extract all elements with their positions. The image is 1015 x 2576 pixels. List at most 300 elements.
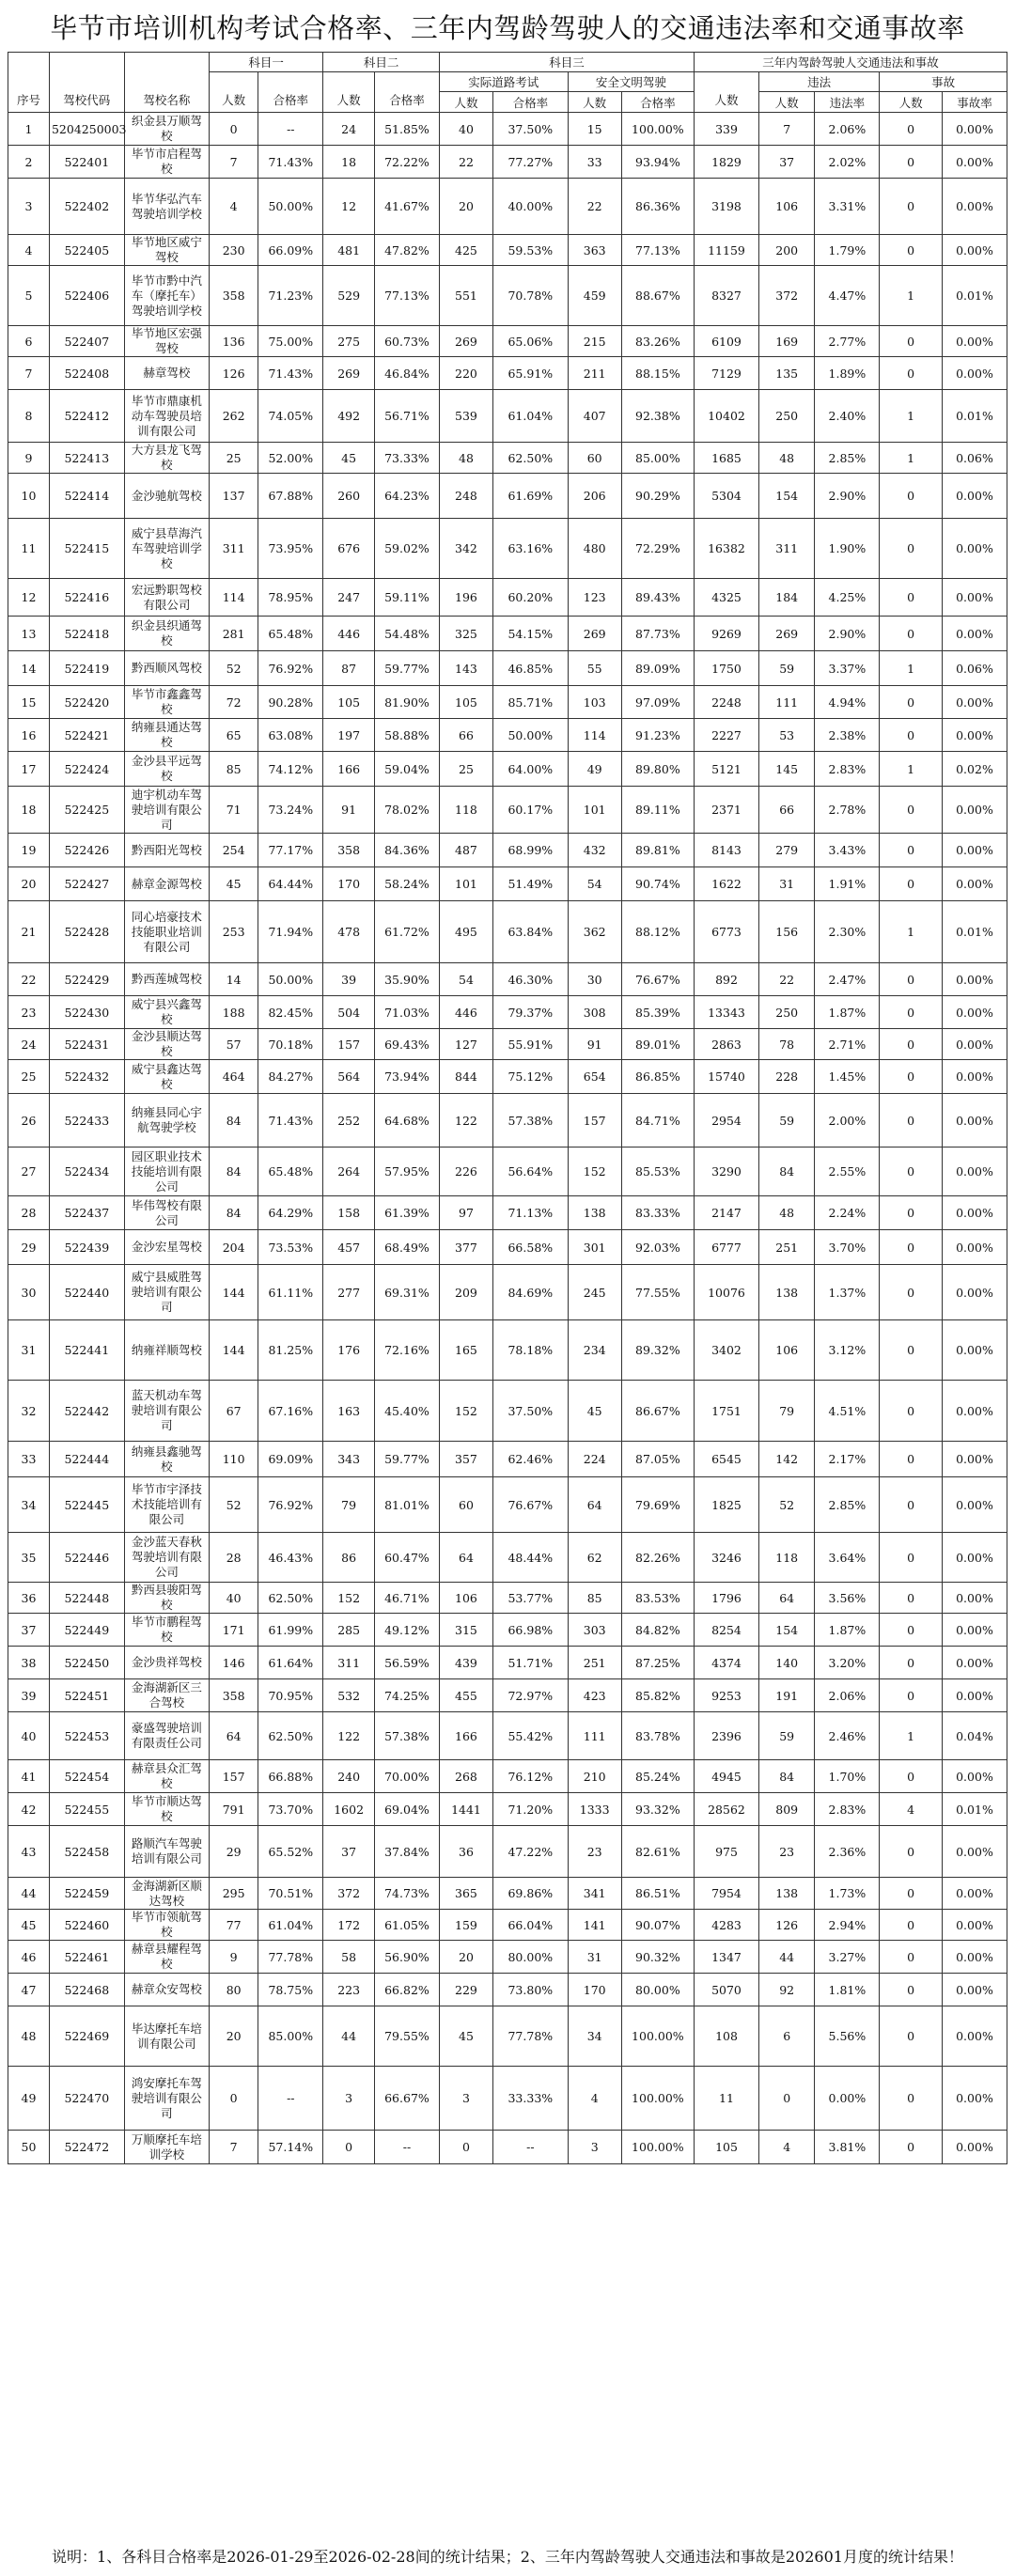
cell-accident-people: 0 (880, 579, 943, 617)
cell-s2-rate: 47.82% (374, 235, 439, 266)
cell-accident-rate: 0.00% (942, 1060, 1007, 1094)
cell-s3-safe-rate: 90.74% (621, 867, 694, 901)
cell-s2-people: 0 (323, 2131, 375, 2164)
cell-accident-rate: 0.00% (942, 1196, 1007, 1230)
table-row (8, 179, 1007, 235)
header-s2-people: 人数 (323, 72, 375, 113)
table-row (8, 1477, 1007, 1533)
cell-drivers: 8254 (695, 1614, 759, 1647)
cell-s3-road-rate: 47.22% (493, 1826, 569, 1878)
cell-school-name: 纳雍县鑫驰驾校 (124, 1442, 209, 1477)
cell-s1-rate: 73.53% (258, 1230, 323, 1265)
table-row (8, 752, 1007, 787)
cell-accident-people: 0 (880, 146, 943, 179)
cell-accident-people: 0 (880, 519, 943, 579)
cell-s2-people: 275 (323, 326, 375, 357)
table-row (8, 1442, 1007, 1477)
cell-s2-rate: 35.90% (374, 963, 439, 996)
document-title: 毕节市培训机构考试合格率、三年内驾龄驾驶人的交通违法率和交通事故率 (50, 12, 965, 44)
cell-accident-rate: 0.00% (942, 787, 1007, 834)
cell-violation-people: 4 (758, 2131, 814, 2164)
cell-s3-road-rate: 64.00% (493, 752, 569, 787)
table-row (8, 686, 1007, 719)
cell-s2-rate: 51.85% (374, 113, 439, 146)
cell-accident-people: 0 (880, 474, 943, 519)
cell-s1-people: 358 (210, 1679, 258, 1712)
cell-s1-people: 64 (210, 1712, 258, 1760)
cell-seq: 42 (8, 1793, 50, 1826)
cell-s2-rate: 59.77% (374, 651, 439, 686)
cell-violation-rate: 2.06% (815, 1679, 880, 1712)
cell-code: 522419 (49, 651, 124, 686)
cell-seq: 37 (8, 1614, 50, 1647)
table-row (8, 579, 1007, 617)
cell-s3-safe-rate: 77.55% (621, 1265, 694, 1320)
cell-violation-rate: 2.24% (815, 1196, 880, 1230)
cell-violation-people: 809 (758, 1793, 814, 1826)
cell-s3-safe-rate: 88.15% (621, 357, 694, 390)
cell-violation-people: 250 (758, 390, 814, 443)
cell-accident-rate: 0.00% (942, 179, 1007, 235)
cell-violation-people: 228 (758, 1060, 814, 1094)
cell-s2-rate: 72.22% (374, 146, 439, 179)
cell-seq: 9 (8, 443, 50, 474)
cell-s3-road-people: 248 (439, 474, 492, 519)
cell-s2-rate: 81.01% (374, 1477, 439, 1533)
cell-s2-people: 163 (323, 1381, 375, 1442)
cell-seq: 47 (8, 1974, 50, 2006)
cell-accident-people: 0 (880, 1910, 943, 1941)
cell-s2-rate: 54.48% (374, 617, 439, 651)
cell-s3-safe-rate: 85.82% (621, 1679, 694, 1712)
table-row (8, 113, 1007, 146)
cell-school-name: 园区职业技术技能培训有限公司 (124, 1147, 209, 1196)
cell-drivers: 8327 (695, 266, 759, 326)
cell-seq: 46 (8, 1941, 50, 1974)
cell-s3-road-rate: -- (493, 2131, 569, 2164)
cell-accident-rate: 0.00% (942, 519, 1007, 579)
cell-violation-rate: 2.47% (815, 963, 880, 996)
cell-s1-people: 84 (210, 1094, 258, 1147)
cell-s3-road-people: 0 (439, 2131, 492, 2164)
cell-s1-people: 85 (210, 752, 258, 787)
cell-s3-safe-people: 55 (568, 651, 621, 686)
cell-s3-safe-rate: 88.12% (621, 901, 694, 963)
cell-accident-rate: 0.01% (942, 1793, 1007, 1826)
cell-drivers: 1796 (695, 1583, 759, 1614)
cell-code: 522432 (49, 1060, 124, 1094)
cell-s3-road-people: 54 (439, 963, 492, 996)
cell-s3-safe-people: 64 (568, 1477, 621, 1533)
cell-s2-people: 87 (323, 651, 375, 686)
cell-s3-safe-people: 60 (568, 443, 621, 474)
cell-s1-rate: 63.08% (258, 719, 323, 752)
cell-violation-people: 64 (758, 1583, 814, 1614)
cell-code: 5204250003 (49, 113, 124, 146)
cell-drivers: 6773 (695, 901, 759, 963)
cell-drivers: 1750 (695, 651, 759, 686)
cell-s3-road-people: 495 (439, 901, 492, 963)
table-row (8, 719, 1007, 752)
table-row (8, 1793, 1007, 1826)
cell-violation-people: 200 (758, 235, 814, 266)
cell-s3-road-people: 425 (439, 235, 492, 266)
table-row (8, 1196, 1007, 1230)
cell-seq: 3 (8, 179, 50, 235)
cell-seq: 13 (8, 617, 50, 651)
table-row (8, 1265, 1007, 1320)
cell-s1-people: 171 (210, 1614, 258, 1647)
cell-s1-rate: 70.51% (258, 1878, 323, 1910)
cell-violation-people: 156 (758, 901, 814, 963)
cell-accident-people: 1 (880, 752, 943, 787)
cell-school-name: 宏远黔职驾校有限公司 (124, 579, 209, 617)
cell-s1-rate: 71.23% (258, 266, 323, 326)
cell-s1-people: 80 (210, 1974, 258, 2006)
header-three-year: 三年内驾龄驾驶人交通违法和事故 (695, 53, 1007, 72)
cell-s2-people: 170 (323, 867, 375, 901)
cell-s2-rate: 71.03% (374, 996, 439, 1029)
cell-s3-road-rate: 84.69% (493, 1265, 569, 1320)
cell-s1-rate: 65.48% (258, 1147, 323, 1196)
cell-s3-safe-people: 210 (568, 1760, 621, 1793)
cell-drivers: 7954 (695, 1878, 759, 1910)
header-seq: 序号 (8, 53, 50, 113)
cell-s1-rate: 67.88% (258, 474, 323, 519)
cell-drivers: 339 (695, 113, 759, 146)
cell-accident-rate: 0.01% (942, 390, 1007, 443)
cell-violation-people: 106 (758, 179, 814, 235)
cell-school-name: 毕节市鑫鑫驾校 (124, 686, 209, 719)
header-violation-rate: 违法率 (815, 92, 880, 113)
table-row (8, 390, 1007, 443)
cell-s1-rate: 70.95% (258, 1679, 323, 1712)
cell-s3-road-rate: 73.80% (493, 1974, 569, 2006)
cell-s2-people: 532 (323, 1679, 375, 1712)
cell-s2-rate: 61.05% (374, 1910, 439, 1941)
cell-code: 522437 (49, 1196, 124, 1230)
cell-s1-rate: 71.43% (258, 357, 323, 390)
cell-accident-people: 1 (880, 266, 943, 326)
cell-s1-rate: 61.64% (258, 1647, 323, 1679)
cell-s3-safe-people: 30 (568, 963, 621, 996)
cell-violation-rate: 2.94% (815, 1910, 880, 1941)
cell-s1-people: 4 (210, 179, 258, 235)
cell-accident-people: 0 (880, 1147, 943, 1196)
cell-s3-safe-rate: 89.11% (621, 787, 694, 834)
cell-school-name: 赫章县众汇驾校 (124, 1760, 209, 1793)
cell-drivers: 5121 (695, 752, 759, 787)
cell-accident-people: 0 (880, 617, 943, 651)
cell-violation-rate: 2.83% (815, 1793, 880, 1826)
cell-s1-rate: 90.28% (258, 686, 323, 719)
cell-school-name: 金海湖新区顺达驾校 (124, 1878, 209, 1910)
cell-s3-road-people: 45 (439, 2006, 492, 2067)
cell-violation-rate: 2.90% (815, 474, 880, 519)
cell-drivers: 1685 (695, 443, 759, 474)
cell-accident-rate: 0.00% (942, 2131, 1007, 2164)
cell-violation-rate: 1.45% (815, 1060, 880, 1094)
cell-violation-rate: 4.25% (815, 579, 880, 617)
cell-s2-people: 24 (323, 113, 375, 146)
cell-s1-rate: 66.09% (258, 235, 323, 266)
cell-s2-people: 358 (323, 834, 375, 867)
cell-code: 522425 (49, 787, 124, 834)
cell-s2-people: 39 (323, 963, 375, 996)
cell-s3-road-people: 196 (439, 579, 492, 617)
cell-s1-people: 358 (210, 266, 258, 326)
cell-accident-rate: 0.00% (942, 1029, 1007, 1060)
cell-s3-road-rate: 76.67% (493, 1477, 569, 1533)
cell-s3-road-people: 377 (439, 1230, 492, 1265)
cell-s2-rate: 81.90% (374, 686, 439, 719)
cell-s2-rate: 46.84% (374, 357, 439, 390)
cell-drivers: 2371 (695, 787, 759, 834)
cell-accident-people: 0 (880, 1941, 943, 1974)
cell-code: 522448 (49, 1583, 124, 1614)
table-row (8, 1029, 1007, 1060)
cell-s3-road-people: 60 (439, 1477, 492, 1533)
cell-school-name: 毕节市鹏程驾校 (124, 1614, 209, 1647)
cell-s3-road-rate: 66.98% (493, 1614, 569, 1647)
cell-accident-people: 0 (880, 1679, 943, 1712)
cell-violation-people: 279 (758, 834, 814, 867)
cell-school-name: 毕节市领航驾校 (124, 1910, 209, 1941)
header-drivers: 人数 (695, 72, 759, 113)
cell-seq: 31 (8, 1320, 50, 1381)
cell-school-name: 金沙贵祥驾校 (124, 1647, 209, 1679)
cell-s1-people: 67 (210, 1381, 258, 1442)
cell-s3-road-people: 539 (439, 390, 492, 443)
cell-code: 522442 (49, 1381, 124, 1442)
cell-violation-rate: 2.38% (815, 719, 880, 752)
cell-s1-people: 72 (210, 686, 258, 719)
cell-accident-rate: 0.00% (942, 1878, 1007, 1910)
cell-accident-rate: 0.00% (942, 996, 1007, 1029)
cell-s2-rate: 59.77% (374, 1442, 439, 1477)
cell-accident-rate: 0.00% (942, 719, 1007, 752)
cell-accident-rate: 0.00% (942, 834, 1007, 867)
cell-seq: 40 (8, 1712, 50, 1760)
cell-school-name: 毕节华弘汽车驾驶培训学校 (124, 179, 209, 235)
header-s3-road: 实际道路考试 (439, 72, 568, 92)
cell-s2-rate: 69.31% (374, 1265, 439, 1320)
cell-s1-rate: 71.43% (258, 1094, 323, 1147)
table-row (8, 1533, 1007, 1583)
cell-s3-road-people: 66 (439, 719, 492, 752)
cell-s2-people: 166 (323, 752, 375, 787)
cell-s1-rate: 50.00% (258, 963, 323, 996)
cell-violation-people: 48 (758, 1196, 814, 1230)
cell-violation-rate: 2.46% (815, 1712, 880, 1760)
cell-accident-rate: 0.00% (942, 1974, 1007, 2006)
cell-code: 522440 (49, 1265, 124, 1320)
cell-s1-rate: 78.75% (258, 1974, 323, 2006)
cell-drivers: 2954 (695, 1094, 759, 1147)
cell-seq: 14 (8, 651, 50, 686)
cell-s3-road-rate: 57.38% (493, 1094, 569, 1147)
cell-s3-safe-people: 234 (568, 1320, 621, 1381)
cell-s3-road-rate: 51.49% (493, 867, 569, 901)
cell-s3-road-people: 165 (439, 1320, 492, 1381)
cell-s1-people: 295 (210, 1878, 258, 1910)
cell-s2-rate: 60.73% (374, 326, 439, 357)
table-row (8, 617, 1007, 651)
cell-drivers: 1622 (695, 867, 759, 901)
table-row (8, 963, 1007, 996)
cell-s3-safe-rate: 90.32% (621, 1941, 694, 1974)
cell-violation-people: 138 (758, 1265, 814, 1320)
cell-s1-rate: 67.16% (258, 1381, 323, 1442)
cell-accident-rate: 0.00% (942, 474, 1007, 519)
cell-violation-people: 59 (758, 651, 814, 686)
table-row (8, 1941, 1007, 1974)
cell-s1-rate: 78.95% (258, 579, 323, 617)
cell-s1-people: 157 (210, 1760, 258, 1793)
cell-seq: 20 (8, 867, 50, 901)
cell-s3-safe-people: 85 (568, 1583, 621, 1614)
cell-drivers: 3246 (695, 1533, 759, 1583)
table-row (8, 357, 1007, 390)
cell-s1-rate: 62.50% (258, 1712, 323, 1760)
cell-s2-rate: 69.43% (374, 1029, 439, 1060)
cell-s1-rate: 66.88% (258, 1760, 323, 1793)
cell-violation-rate: 4.47% (815, 266, 880, 326)
cell-s3-safe-people: 111 (568, 1712, 621, 1760)
cell-s3-road-people: 105 (439, 686, 492, 719)
cell-s3-safe-rate: 83.33% (621, 1196, 694, 1230)
cell-school-name: 黔西县骏阳驾校 (124, 1583, 209, 1614)
header-s3a-rate: 合格率 (493, 92, 569, 113)
cell-s1-people: 136 (210, 326, 258, 357)
cell-drivers: 105 (695, 2131, 759, 2164)
table-row (8, 1974, 1007, 2006)
cell-s3-safe-rate: 92.03% (621, 1230, 694, 1265)
cell-s2-rate: 64.23% (374, 474, 439, 519)
cell-s2-people: 176 (323, 1320, 375, 1381)
cell-s2-rate: 79.55% (374, 2006, 439, 2067)
cell-s2-rate: 68.49% (374, 1230, 439, 1265)
cell-s3-road-rate: 77.27% (493, 146, 569, 179)
cell-violation-rate: 1.79% (815, 235, 880, 266)
cell-s3-road-people: 315 (439, 1614, 492, 1647)
cell-school-name: 鸿安摩托车驾驶培训有限公司 (124, 2067, 209, 2131)
cell-s2-rate: 41.67% (374, 179, 439, 235)
table-row (8, 2131, 1007, 2164)
cell-school-name: 路顺汽车驾驶培训有限公司 (124, 1826, 209, 1878)
cell-s1-rate: 77.78% (258, 1941, 323, 1974)
cell-s3-road-people: 209 (439, 1265, 492, 1320)
cell-school-name: 赫章众安驾校 (124, 1974, 209, 2006)
cell-s1-people: 84 (210, 1147, 258, 1196)
cell-s3-safe-people: 363 (568, 235, 621, 266)
cell-violation-people: 135 (758, 357, 814, 390)
cell-accident-people: 0 (880, 996, 943, 1029)
cell-violation-people: 79 (758, 1381, 814, 1442)
cell-accident-people: 0 (880, 2131, 943, 2164)
cell-accident-people: 0 (880, 179, 943, 235)
cell-code: 522414 (49, 474, 124, 519)
cell-s3-road-people: 143 (439, 651, 492, 686)
cell-s3-safe-rate: 100.00% (621, 2006, 694, 2067)
header-violation-people: 人数 (758, 92, 814, 113)
cell-s3-safe-rate: 86.85% (621, 1060, 694, 1094)
cell-seq: 19 (8, 834, 50, 867)
cell-accident-rate: 0.04% (942, 1712, 1007, 1760)
cell-s3-safe-rate: 89.81% (621, 834, 694, 867)
cell-s3-safe-rate: 93.32% (621, 1793, 694, 1826)
cell-s2-rate: 70.00% (374, 1760, 439, 1793)
cell-s2-rate: 69.04% (374, 1793, 439, 1826)
cell-s2-rate: 46.71% (374, 1583, 439, 1614)
cell-seq: 48 (8, 2006, 50, 2067)
cell-violation-rate: 2.85% (815, 1477, 880, 1533)
table-row (8, 1712, 1007, 1760)
cell-s3-road-rate: 66.58% (493, 1230, 569, 1265)
cell-accident-rate: 0.01% (942, 266, 1007, 326)
cell-violation-rate: 3.64% (815, 1533, 880, 1583)
cell-s1-people: 791 (210, 1793, 258, 1826)
cell-violation-people: 118 (758, 1533, 814, 1583)
cell-code: 522461 (49, 1941, 124, 1974)
cell-s3-safe-people: 170 (568, 1974, 621, 2006)
cell-code: 522434 (49, 1147, 124, 1196)
table-row (8, 266, 1007, 326)
cell-s3-safe-rate: 91.23% (621, 719, 694, 752)
cell-s3-safe-people: 245 (568, 1265, 621, 1320)
cell-school-name: 黔西阳光驾校 (124, 834, 209, 867)
cell-code: 522421 (49, 719, 124, 752)
cell-s3-safe-people: 341 (568, 1878, 621, 1910)
cell-s2-people: 343 (323, 1442, 375, 1477)
cell-s3-road-rate: 65.91% (493, 357, 569, 390)
cell-seq: 17 (8, 752, 50, 787)
cell-seq: 49 (8, 2067, 50, 2131)
cell-code: 522431 (49, 1029, 124, 1060)
cell-violation-people: 53 (758, 719, 814, 752)
cell-seq: 25 (8, 1060, 50, 1094)
cell-s3-road-rate: 65.06% (493, 326, 569, 357)
cell-s1-people: 144 (210, 1320, 258, 1381)
cell-s1-rate: 64.29% (258, 1196, 323, 1230)
cell-s3-road-rate: 71.20% (493, 1793, 569, 1826)
cell-violation-people: 84 (758, 1760, 814, 1793)
cell-s3-road-rate: 51.71% (493, 1647, 569, 1679)
table-row (8, 901, 1007, 963)
cell-seq: 29 (8, 1230, 50, 1265)
cell-violation-rate: 1.70% (815, 1760, 880, 1793)
cell-accident-people: 0 (880, 1060, 943, 1094)
cell-violation-rate: 3.37% (815, 651, 880, 686)
cell-violation-rate: 1.87% (815, 1614, 880, 1647)
cell-seq: 24 (8, 1029, 50, 1060)
cell-s1-people: 71 (210, 787, 258, 834)
cell-s3-road-rate: 46.30% (493, 963, 569, 996)
cell-s3-safe-people: 34 (568, 2006, 621, 2067)
cell-s1-people: 77 (210, 1910, 258, 1941)
table-row (8, 1320, 1007, 1381)
cell-code: 522458 (49, 1826, 124, 1878)
cell-seq: 6 (8, 326, 50, 357)
cell-code: 522470 (49, 2067, 124, 2131)
cell-accident-people: 0 (880, 1583, 943, 1614)
cell-s1-people: 14 (210, 963, 258, 996)
cell-s2-rate: 66.82% (374, 1974, 439, 2006)
cell-accident-rate: 0.00% (942, 579, 1007, 617)
cell-s3-safe-rate: 86.51% (621, 1878, 694, 1910)
cell-drivers: 11 (695, 2067, 759, 2131)
cell-school-name: 毕节地区宏强驾校 (124, 326, 209, 357)
